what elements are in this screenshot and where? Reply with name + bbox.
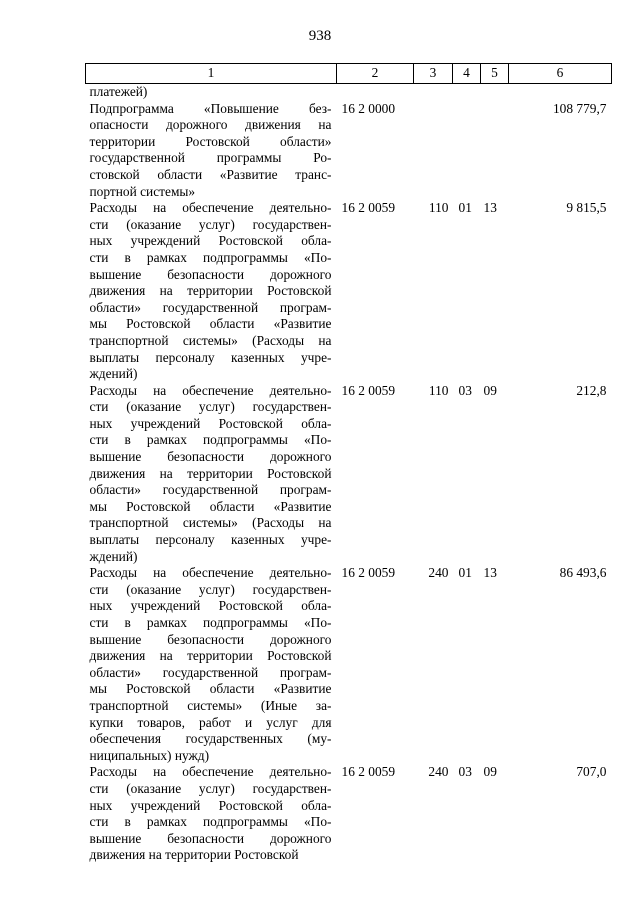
row-description: [86, 565, 337, 764]
description-line: ждений): [89, 548, 138, 564]
row-expense-type: 240: [428, 764, 449, 780]
description-line: мы Ростовской области «Развитие: [89, 316, 332, 332]
description-line: сти в рамках подпрограммы «По-: [89, 432, 332, 448]
description-line: опасности дорожного движения на: [89, 117, 332, 133]
row-amount: 707,0: [576, 764, 607, 780]
description-line: области» государственной програм-: [89, 482, 332, 498]
row-target-code: 16 2 0059: [341, 764, 396, 780]
description-line: движения на территории Ростовской: [89, 648, 332, 664]
description-line: вышение безопасности дорожного: [89, 266, 332, 282]
description-line: вышение безопасности дорожного: [89, 449, 332, 465]
description-line: обеспечения государственных (му-: [89, 731, 332, 747]
description-line: портной системы»: [89, 183, 196, 199]
header-col-1: 1: [86, 64, 337, 84]
header-col-3: 3: [414, 64, 453, 84]
row-expense-type: [414, 101, 453, 201]
row-target-code: 16 2 0059: [341, 200, 396, 216]
description-line: вышение безопасности дорожного: [89, 830, 332, 846]
description-line: стовской области «Развитие транс-: [89, 166, 332, 182]
table-row: [86, 383, 612, 566]
row-subsection: [481, 101, 509, 201]
description-line: транспортной системы» (Иные за-: [89, 697, 332, 713]
description-line: Расходы на обеспечение деятельно-: [89, 200, 332, 216]
row-section: 03: [458, 764, 472, 780]
row-description: [86, 383, 337, 566]
row-target-code: 16 2 0059: [341, 382, 396, 398]
header-col-5: 5: [481, 64, 509, 84]
row-section: [453, 101, 481, 201]
row-section: 03: [458, 382, 472, 398]
description-line: Подпрограмма «Повышение без-: [89, 100, 332, 116]
table-row: [86, 764, 612, 864]
row-amount: 212,8: [576, 382, 607, 398]
table-row: [86, 200, 612, 383]
description-line: Расходы на обеспечение деятельно-: [89, 565, 332, 581]
description-line: транспортной системы» (Расходы на: [89, 515, 332, 531]
description-line: Расходы на обеспечение деятельно-: [89, 382, 332, 398]
description-line: движения на территории Ростовской: [89, 283, 332, 299]
description-line: сти в рамках подпрограммы «По-: [89, 814, 332, 830]
description-line: транспортной системы» (Расходы на: [89, 332, 332, 348]
description-line: купки товаров, работ и услуг для: [89, 714, 332, 730]
description-line: движения на территории Ростовской: [89, 847, 299, 863]
description-line: сти (оказание услуг) государствен-: [89, 399, 332, 415]
table-row: [86, 565, 612, 764]
table-row: [86, 101, 612, 201]
description-line: Расходы на обеспечение деятельно-: [89, 764, 332, 780]
row-amount: 108 779,7: [552, 100, 607, 116]
header-col-2: 2: [337, 64, 414, 84]
description-line: ных учреждений Ростовской обла-: [89, 598, 332, 614]
row-expense-type: 240: [428, 565, 449, 581]
description-line: ждений): [89, 366, 138, 382]
row-target-code: [337, 84, 414, 101]
row-section: 01: [458, 565, 472, 581]
row-section: [453, 84, 481, 101]
description-line: государственной программы Ро-: [89, 150, 332, 166]
budget-table: [85, 63, 612, 864]
row-amount: [509, 84, 612, 101]
header-col-4: 4: [453, 64, 481, 84]
row-description: [86, 101, 337, 201]
description-line: вышение безопасности дорожного: [89, 631, 332, 647]
description-line: выплаты персоналу казенных учре-: [89, 532, 332, 548]
description-line: ных учреждений Ростовской обла-: [89, 415, 332, 431]
row-expense-type: 110: [428, 200, 449, 216]
header-col-6: 6: [509, 64, 612, 84]
table-header: [86, 64, 612, 84]
description-line: сти (оказание услуг) государствен-: [89, 216, 332, 232]
page-number: 938: [308, 28, 332, 44]
row-description: [86, 764, 337, 864]
row-description: [86, 84, 337, 101]
description-line: ных учреждений Ростовской обла-: [89, 797, 332, 813]
description-line: сти в рамках подпрограммы «По-: [89, 249, 332, 265]
row-subsection: 09: [483, 764, 497, 780]
description-line: выплаты персоналу казенных учре-: [89, 349, 332, 365]
row-expense-type: [414, 84, 453, 101]
row-description: [86, 200, 337, 383]
description-line: мы Ростовской области «Развитие: [89, 498, 332, 514]
row-amount: 86 493,6: [559, 565, 607, 581]
table-body: [86, 84, 612, 864]
description-line: мы Ростовской области «Развитие: [89, 681, 332, 697]
table-row: [86, 84, 612, 101]
description-line: ниципальных) нужд): [89, 747, 210, 763]
description-line: платежей): [89, 84, 148, 99]
row-subsection: 09: [483, 382, 497, 398]
description-line: движения на территории Ростовской: [89, 465, 332, 481]
description-line: сти (оказание услуг) государствен-: [89, 581, 332, 597]
row-amount: 9 815,5: [566, 200, 607, 216]
description-line: области» государственной програм-: [89, 664, 332, 680]
row-subsection: 13: [483, 200, 497, 216]
row-subsection: [481, 84, 509, 101]
description-line: области» государственной програм-: [89, 299, 332, 315]
description-line: территории Ростовской области»: [89, 133, 332, 149]
row-expense-type: 110: [428, 382, 449, 398]
row-target-code: 16 2 0059: [341, 565, 396, 581]
description-line: сти в рамках подпрограммы «По-: [89, 615, 332, 630]
header-row: [86, 64, 612, 84]
description-line: ных учреждений Ростовской обла-: [89, 233, 332, 249]
row-subsection: 13: [483, 565, 497, 581]
description-line: сти (оказание услуг) государствен-: [89, 780, 332, 796]
row-section: 01: [458, 200, 472, 216]
row-target-code: 16 2 0000: [341, 100, 396, 116]
